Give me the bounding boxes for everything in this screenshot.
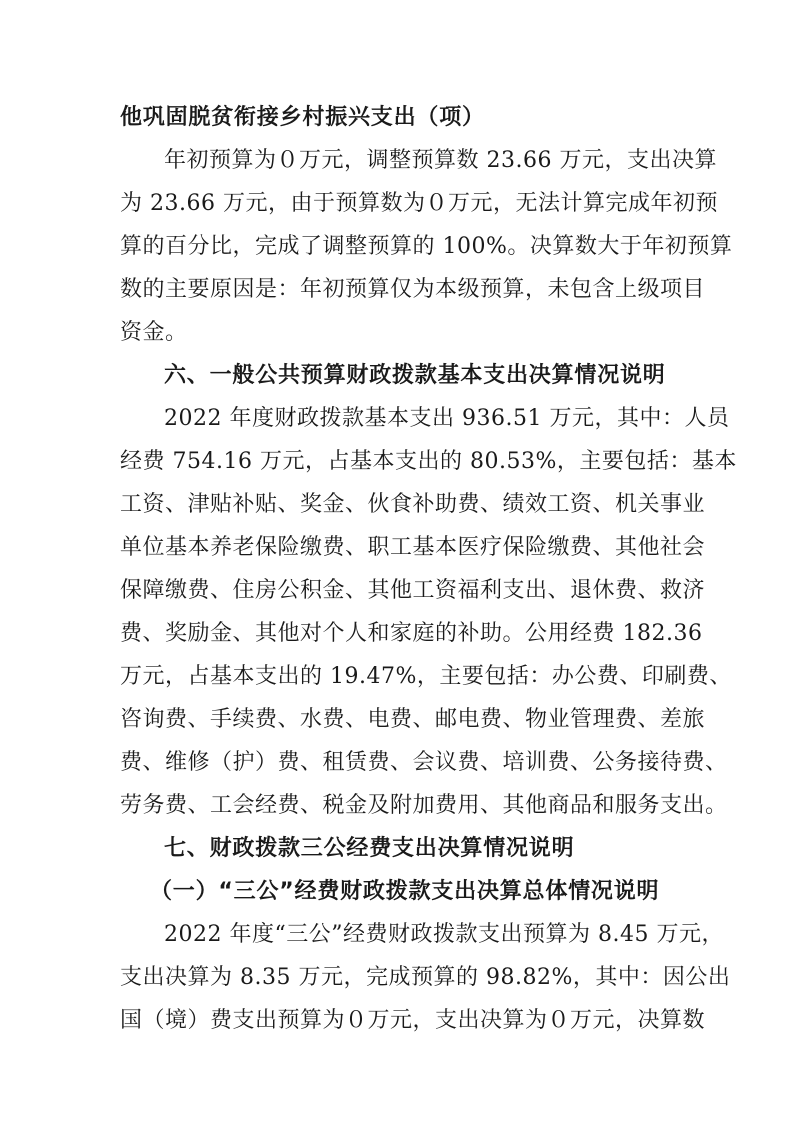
subsection-heading-one: （一）“三公”经费财政拨款支出决算总体情况说明 [150, 879, 660, 904]
paragraph-line: 2022 年度财政拨款基本支出 936.51 万元，其中：人员 [164, 406, 730, 431]
section-heading-seven: 七、财政拨款三公经费支出决算情况说明 [164, 836, 575, 861]
subsection-heading-poverty-alleviation: 他巩固脱贫衔接乡村振兴支出（项） [120, 105, 485, 130]
paragraph-line: 费、奖励金、其他对个人和家庭的补助。公用经费 182.36 [120, 621, 703, 646]
paragraph-line: 费、维修（护）费、租赁费、会议费、培训费、公务接待费、 [120, 750, 728, 775]
paragraph-line: 咨询费、手续费、水费、电费、邮电费、物业管理费、差旅 [120, 707, 706, 732]
paragraph-line: 为 23.66 万元，由于预算数为０万元，无法计算完成年初预 [120, 191, 718, 216]
paragraph-line: 单位基本养老保险缴费、职工基本医疗保险缴费、其他社会 [120, 535, 706, 560]
paragraph-line: 2022 年度“三公”经费财政拨款支出预算为 8.45 万元， [164, 922, 724, 947]
paragraph-line: 经费 754.16 万元，占基本支出的 80.53%，主要包括：基本 [120, 449, 737, 474]
paragraph-line: 万元，占基本支出的 19.47%，主要包括：办公费、印刷费、 [120, 664, 732, 689]
paragraph-line: 国（境）费支出预算为０万元，支出决算为０万元，决算数 [120, 1008, 706, 1033]
paragraph-line: 算的百分比，完成了调整预算的 100%。决算数大于年初预算 [120, 234, 733, 259]
paragraph-line: 工资、津贴补贴、奖金、伙食补助费、绩效工资、机关事业 [120, 492, 706, 517]
paragraph-line: 保障缴费、住房公积金、其他工资福利支出、退休费、救济 [120, 578, 706, 603]
paragraph-line: 数的主要原因是：年初预算仅为本级预算，未包含上级项目 [120, 277, 706, 302]
section-heading-six: 六、一般公共预算财政拨款基本支出决算情况说明 [164, 363, 666, 388]
paragraph-line: 支出决算为 8.35 万元，完成预算的 98.82%，其中：因公出 [120, 965, 731, 990]
paragraph-line: 劳务费、工会经费、税金及附加费用、其他商品和服务支出。 [120, 793, 728, 818]
paragraph-line: 资金。 [120, 320, 188, 345]
paragraph-line: 年初预算为０万元，调整预算数 23.66 万元，支出决算 [164, 148, 717, 173]
